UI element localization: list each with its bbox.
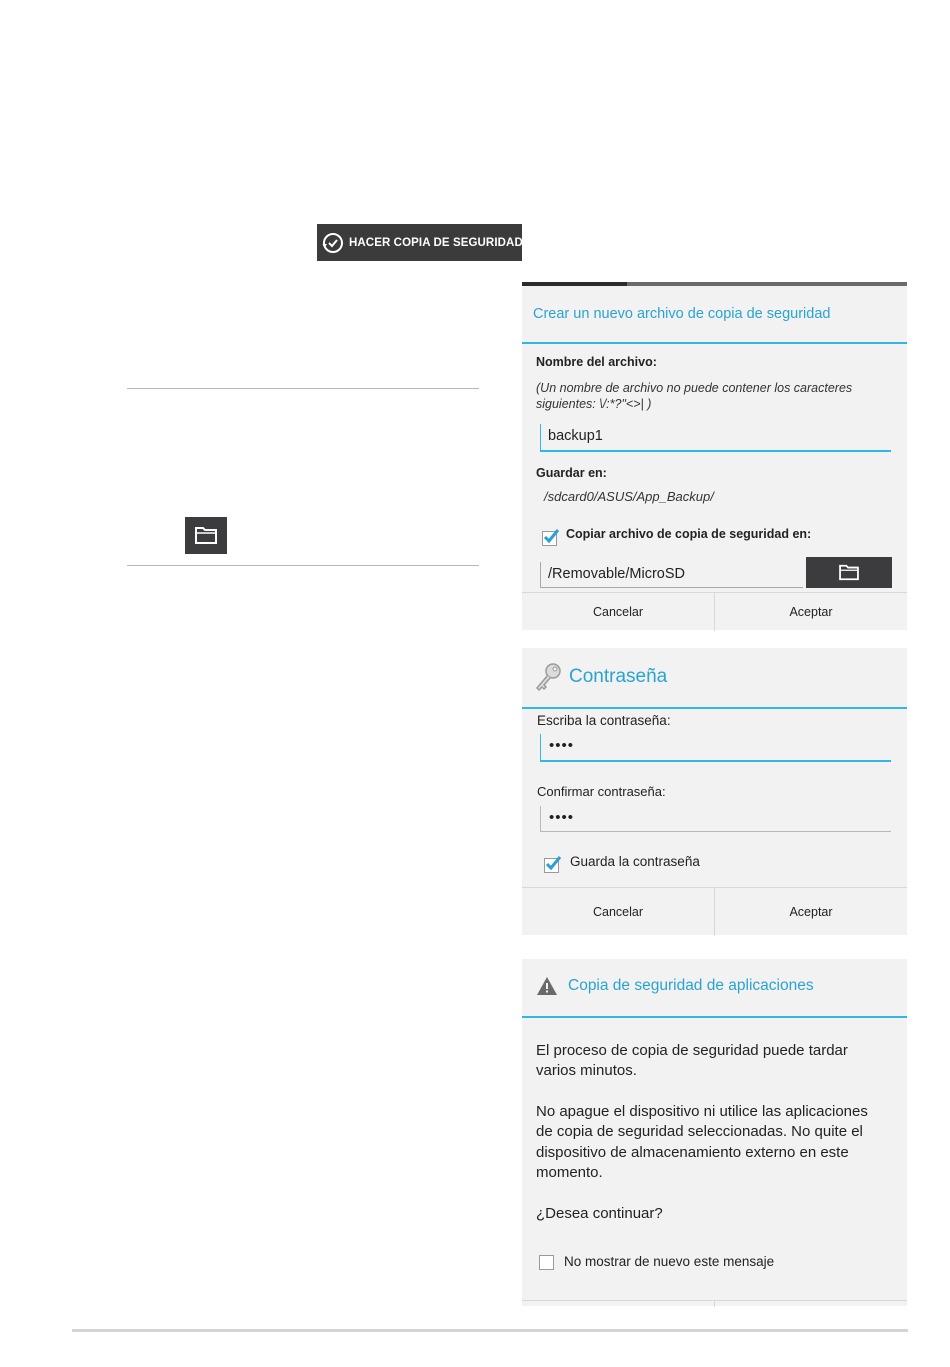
message-para2-line4: momento.: [536, 1164, 603, 1181]
divider-top: [127, 388, 479, 389]
dialog-button-row: [522, 1300, 907, 1307]
copy-checkbox[interactable]: [542, 531, 557, 546]
dialog-title: Contraseña: [569, 666, 668, 687]
backup-button[interactable]: [317, 224, 522, 261]
enter-password-label: Escriba la contraseña:: [537, 713, 671, 728]
accept-button[interactable]: Aceptar: [714, 888, 907, 936]
folder-icon: [185, 517, 227, 554]
confirm-password-value: ••••: [549, 809, 575, 826]
browse-folder-button[interactable]: [806, 557, 892, 588]
title-divider: [522, 342, 907, 344]
filename-value: backup1: [548, 428, 603, 444]
filename-hint-line1: (Un nombre de archivo no puede contener los caracteres: [536, 381, 853, 395]
save-password-checkbox[interactable]: [544, 858, 559, 873]
enter-password-input[interactable]: [540, 734, 891, 762]
filename-hint-line2: siguientes: \/:*?"<>| ): [536, 397, 652, 411]
footer-divider: [72, 1329, 908, 1332]
right-button-edge: [714, 1301, 907, 1307]
create-backup-dialog: [522, 282, 907, 630]
copy-path-value: /Removable/MicroSD: [548, 566, 685, 582]
warning-icon: [536, 976, 558, 1001]
folder-icon: [838, 564, 860, 581]
key-icon: [534, 662, 562, 697]
backup-warning-dialog: [522, 959, 907, 1306]
title-divider: [522, 707, 907, 709]
password-dialog: [522, 648, 907, 935]
dialog-title: Copia de seguridad de aplicaciones: [568, 977, 814, 994]
left-button-edge: [522, 1301, 714, 1307]
filename-label: Nombre del archivo:: [536, 355, 657, 369]
progress-track: [627, 282, 907, 286]
confirm-password-label: Confirmar contraseña:: [537, 784, 666, 799]
confirm-password-input[interactable]: [540, 806, 891, 832]
backup-clock-icon: [321, 231, 345, 255]
checkmark-icon: [544, 854, 562, 872]
copy-checkbox-label: Copiar archivo de copia de seguridad en:: [566, 527, 812, 541]
continue-question: ¿Desea continuar?: [536, 1205, 663, 1222]
divider-bottom: [127, 565, 479, 566]
message-para2-line1: No apague el dispositivo ni utilice las aplicaciones: [536, 1103, 868, 1120]
message-para2-line3: dispositivo de almacenamiento externo en este: [536, 1144, 849, 1161]
dont-show-checkbox[interactable]: [539, 1255, 554, 1270]
cancel-button[interactable]: Cancelar: [592, 605, 644, 619]
save-password-label: Guarda la contraseña: [570, 854, 700, 869]
save-in-label: Guardar en:: [536, 466, 607, 480]
title-divider: [522, 1016, 907, 1018]
message-para2-line2: de copia de seguridad seleccionadas. No quite el: [536, 1123, 863, 1140]
enter-password-value: ••••: [549, 737, 575, 754]
dont-show-label: No mostrar de nuevo este mensaje: [564, 1254, 775, 1269]
accept-button[interactable]: Aceptar: [714, 593, 907, 631]
progress-indicator: [522, 282, 627, 286]
backup-button-label: HACER COPIA DE SEGURIDAD: [349, 236, 523, 249]
save-in-path: /sdcard0/ASUS/App_Backup/: [544, 489, 714, 504]
message-para1-line2: varios minutos.: [536, 1062, 637, 1079]
checkmark-icon: [542, 527, 560, 545]
filename-input[interactable]: [540, 424, 891, 452]
dialog-title: Crear un nuevo archivo de copia de seguridad: [533, 306, 831, 322]
cancel-button[interactable]: Cancelar: [592, 905, 644, 919]
copy-path-input[interactable]: [540, 562, 803, 588]
message-para1-line1: El proceso de copia de seguridad puede tardar: [536, 1042, 848, 1059]
